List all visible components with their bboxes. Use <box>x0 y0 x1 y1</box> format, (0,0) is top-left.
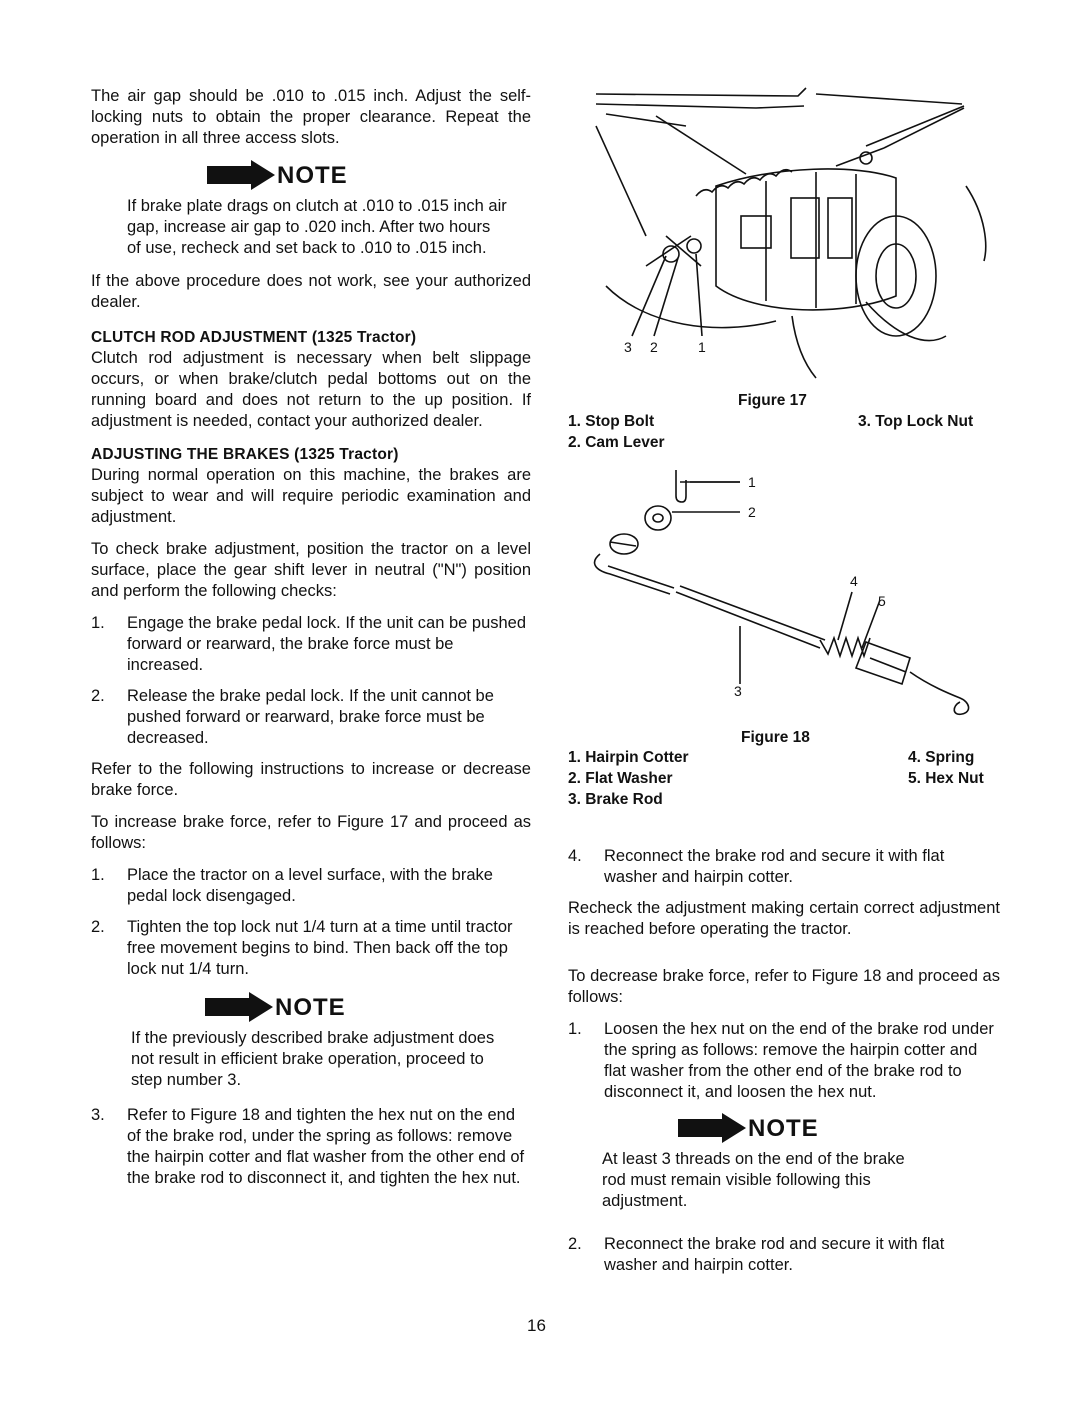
note-block-2 <box>131 992 525 1091</box>
page-number: 16 <box>527 1316 546 1335</box>
increase-step-text: Place the tractor on a level surface, with the brake pedal lock disengaged. <box>127 866 493 905</box>
increase-step <box>91 865 531 907</box>
note-header-1 <box>207 160 507 190</box>
increase-step <box>91 1105 531 1189</box>
left-column <box>91 86 531 1199</box>
figure-18-legend-left <box>568 747 689 810</box>
check-item-text: Engage the brake pedal lock. If the unit can be pushed forward or rearward, the brake force must be increased. <box>127 614 527 674</box>
note-arrow-icon <box>678 1113 746 1143</box>
figure-17-legend-left <box>568 411 665 453</box>
note-arrow-icon <box>205 992 273 1022</box>
figure-18-illustration <box>580 462 990 732</box>
legend-item: 2. Flat Washer <box>568 770 673 787</box>
legend-item: 3. Top Lock Nut <box>858 413 974 430</box>
note-header-2 <box>205 992 525 1022</box>
note-block-3 <box>602 1113 998 1212</box>
note-label: NOTE <box>275 993 346 1021</box>
check-item-text: Release the brake pedal lock. If the unit cannot be pushed forward or rearward, brake force must be decreased. <box>127 687 494 747</box>
legend-item: 4. Spring <box>908 749 975 766</box>
increase-intro-paragraph: To increase brake force, refer to Figure 17 and proceed as follows: <box>91 813 531 852</box>
figure-18-callout: 4 <box>850 573 858 589</box>
check-item-number: 2. <box>91 687 105 705</box>
legend-item: 1. Stop Bolt <box>568 413 655 430</box>
decrease-step-text: Reconnect the brake rod and secure it with flat washer and hairpin cotter. <box>604 1235 945 1274</box>
dealer-paragraph: If the above procedure does not work, see your authorized dealer. <box>91 272 531 311</box>
legend-item: 3. Brake Rod <box>568 791 663 808</box>
figure-18-legend-right <box>908 747 984 789</box>
air-gap-paragraph: The air gap should be .010 to .015 inch. Adjust the self-locking nuts to obtain the proper clearance. Repeat the operation in all three access slots. <box>91 87 531 147</box>
check-adjustment-paragraph: To check brake adjustment, position the tractor on a level surface, place the gear shift lever in neutral ("N") position and perform the following checks: <box>91 540 531 600</box>
refer-paragraph: Refer to the following instructions to increase or decrease brake force. <box>91 760 531 799</box>
figure-18-drawing <box>580 462 990 732</box>
decrease-step-number: 2. <box>568 1235 582 1253</box>
adjusting-brakes-heading: ADJUSTING THE BRAKES (1325 Tractor) <box>91 446 399 463</box>
decrease-step <box>568 1019 1000 1103</box>
figure-17-illustration <box>566 86 1000 386</box>
decrease-step <box>568 1234 1000 1276</box>
right-column <box>568 846 1000 1286</box>
figure-17-drawing <box>566 86 1000 386</box>
increase-step-number: 2. <box>91 918 105 936</box>
clutch-rod-heading: CLUTCH ROD ADJUSTMENT (1325 Tractor) <box>91 329 417 346</box>
legend-item: 5. Hex Nut <box>908 770 984 787</box>
decrease-step-number: 1. <box>568 1020 582 1038</box>
figure-17-callout: 2 <box>650 339 658 355</box>
increase-step-text: Tighten the top lock nut 1/4 turn at a time until tractor free movement begins to bind. Then back off the top lock nut 1/4 turn. <box>127 918 513 978</box>
brakes-intro-paragraph: During normal operation on this machine, the brakes are subject to wear and will require periodic examination and adjustment. <box>91 466 531 526</box>
figure-18-callout: 2 <box>748 504 756 520</box>
note-block-1 <box>127 160 507 259</box>
increase-step-text: Refer to Figure 18 and tighten the hex nut on the end of the brake rod, under the spring as follows: remove the hairpin cotter and flat washer from the other end of the brake rod to disconnect it, and tighten the hex nut. <box>127 1106 525 1187</box>
note-header-3 <box>678 1113 998 1143</box>
figure-18-caption: Figure 18 <box>741 729 810 746</box>
note-text: If the previously described brake adjustment does not result in efficient brake operation, proceed to step number 3. <box>131 1029 495 1089</box>
figure-17-callout: 3 <box>624 339 632 355</box>
increase-step-number: 3. <box>91 1106 105 1124</box>
legend-item: 1. Hairpin Cotter <box>568 749 689 766</box>
check-item <box>91 613 531 676</box>
decrease-step-text: Loosen the hex nut on the end of the brake rod under the spring as follows: remove the hairpin cotter and flat washer from the other end of the brake rod to disconnect it, and loosen the hex nut. <box>604 1020 994 1101</box>
recheck-paragraph: Recheck the adjustment making certain correct adjustment is reached before operating the tractor. <box>568 899 1000 938</box>
note-arrow-icon <box>207 160 275 190</box>
reconnect-step-text: Reconnect the brake rod and secure it with flat washer and hairpin cotter. <box>604 847 945 886</box>
note-text: If brake plate drags on clutch at .010 to .015 inch air gap, increase air gap to .020 inch. After two hours of use, recheck and set back to .010 to .015 inch. <box>127 197 507 257</box>
check-item-number: 1. <box>91 614 105 632</box>
clutch-rod-paragraph: Clutch rod adjustment is necessary when belt slippage occurs, or when brake/clutch pedal bottoms out on the running board and does not return to the up position. If adjustment is needed, contact your authorized dealer. <box>91 349 531 430</box>
increase-step-number: 1. <box>91 866 105 884</box>
figure-18-callout: 5 <box>878 593 886 609</box>
figure-17-caption: Figure 17 <box>738 392 807 409</box>
note-label: NOTE <box>748 1114 819 1142</box>
figure-18-callout: 3 <box>734 683 742 699</box>
reconnect-step <box>568 846 1000 888</box>
decrease-intro-paragraph: To decrease brake force, refer to Figure 18 and proceed as follows: <box>568 967 1000 1006</box>
note-text: At least 3 threads on the end of the brake rod must remain visible following this adjustment. <box>602 1150 905 1210</box>
legend-item: 2. Cam Lever <box>568 434 665 451</box>
figure-17-callout: 1 <box>698 339 706 355</box>
reconnect-step-number: 4. <box>568 847 582 865</box>
increase-step <box>91 917 531 980</box>
figure-18-callout: 1 <box>748 474 756 490</box>
check-item <box>91 686 531 749</box>
note-label: NOTE <box>277 161 348 189</box>
figure-17-legend-right <box>858 411 973 432</box>
